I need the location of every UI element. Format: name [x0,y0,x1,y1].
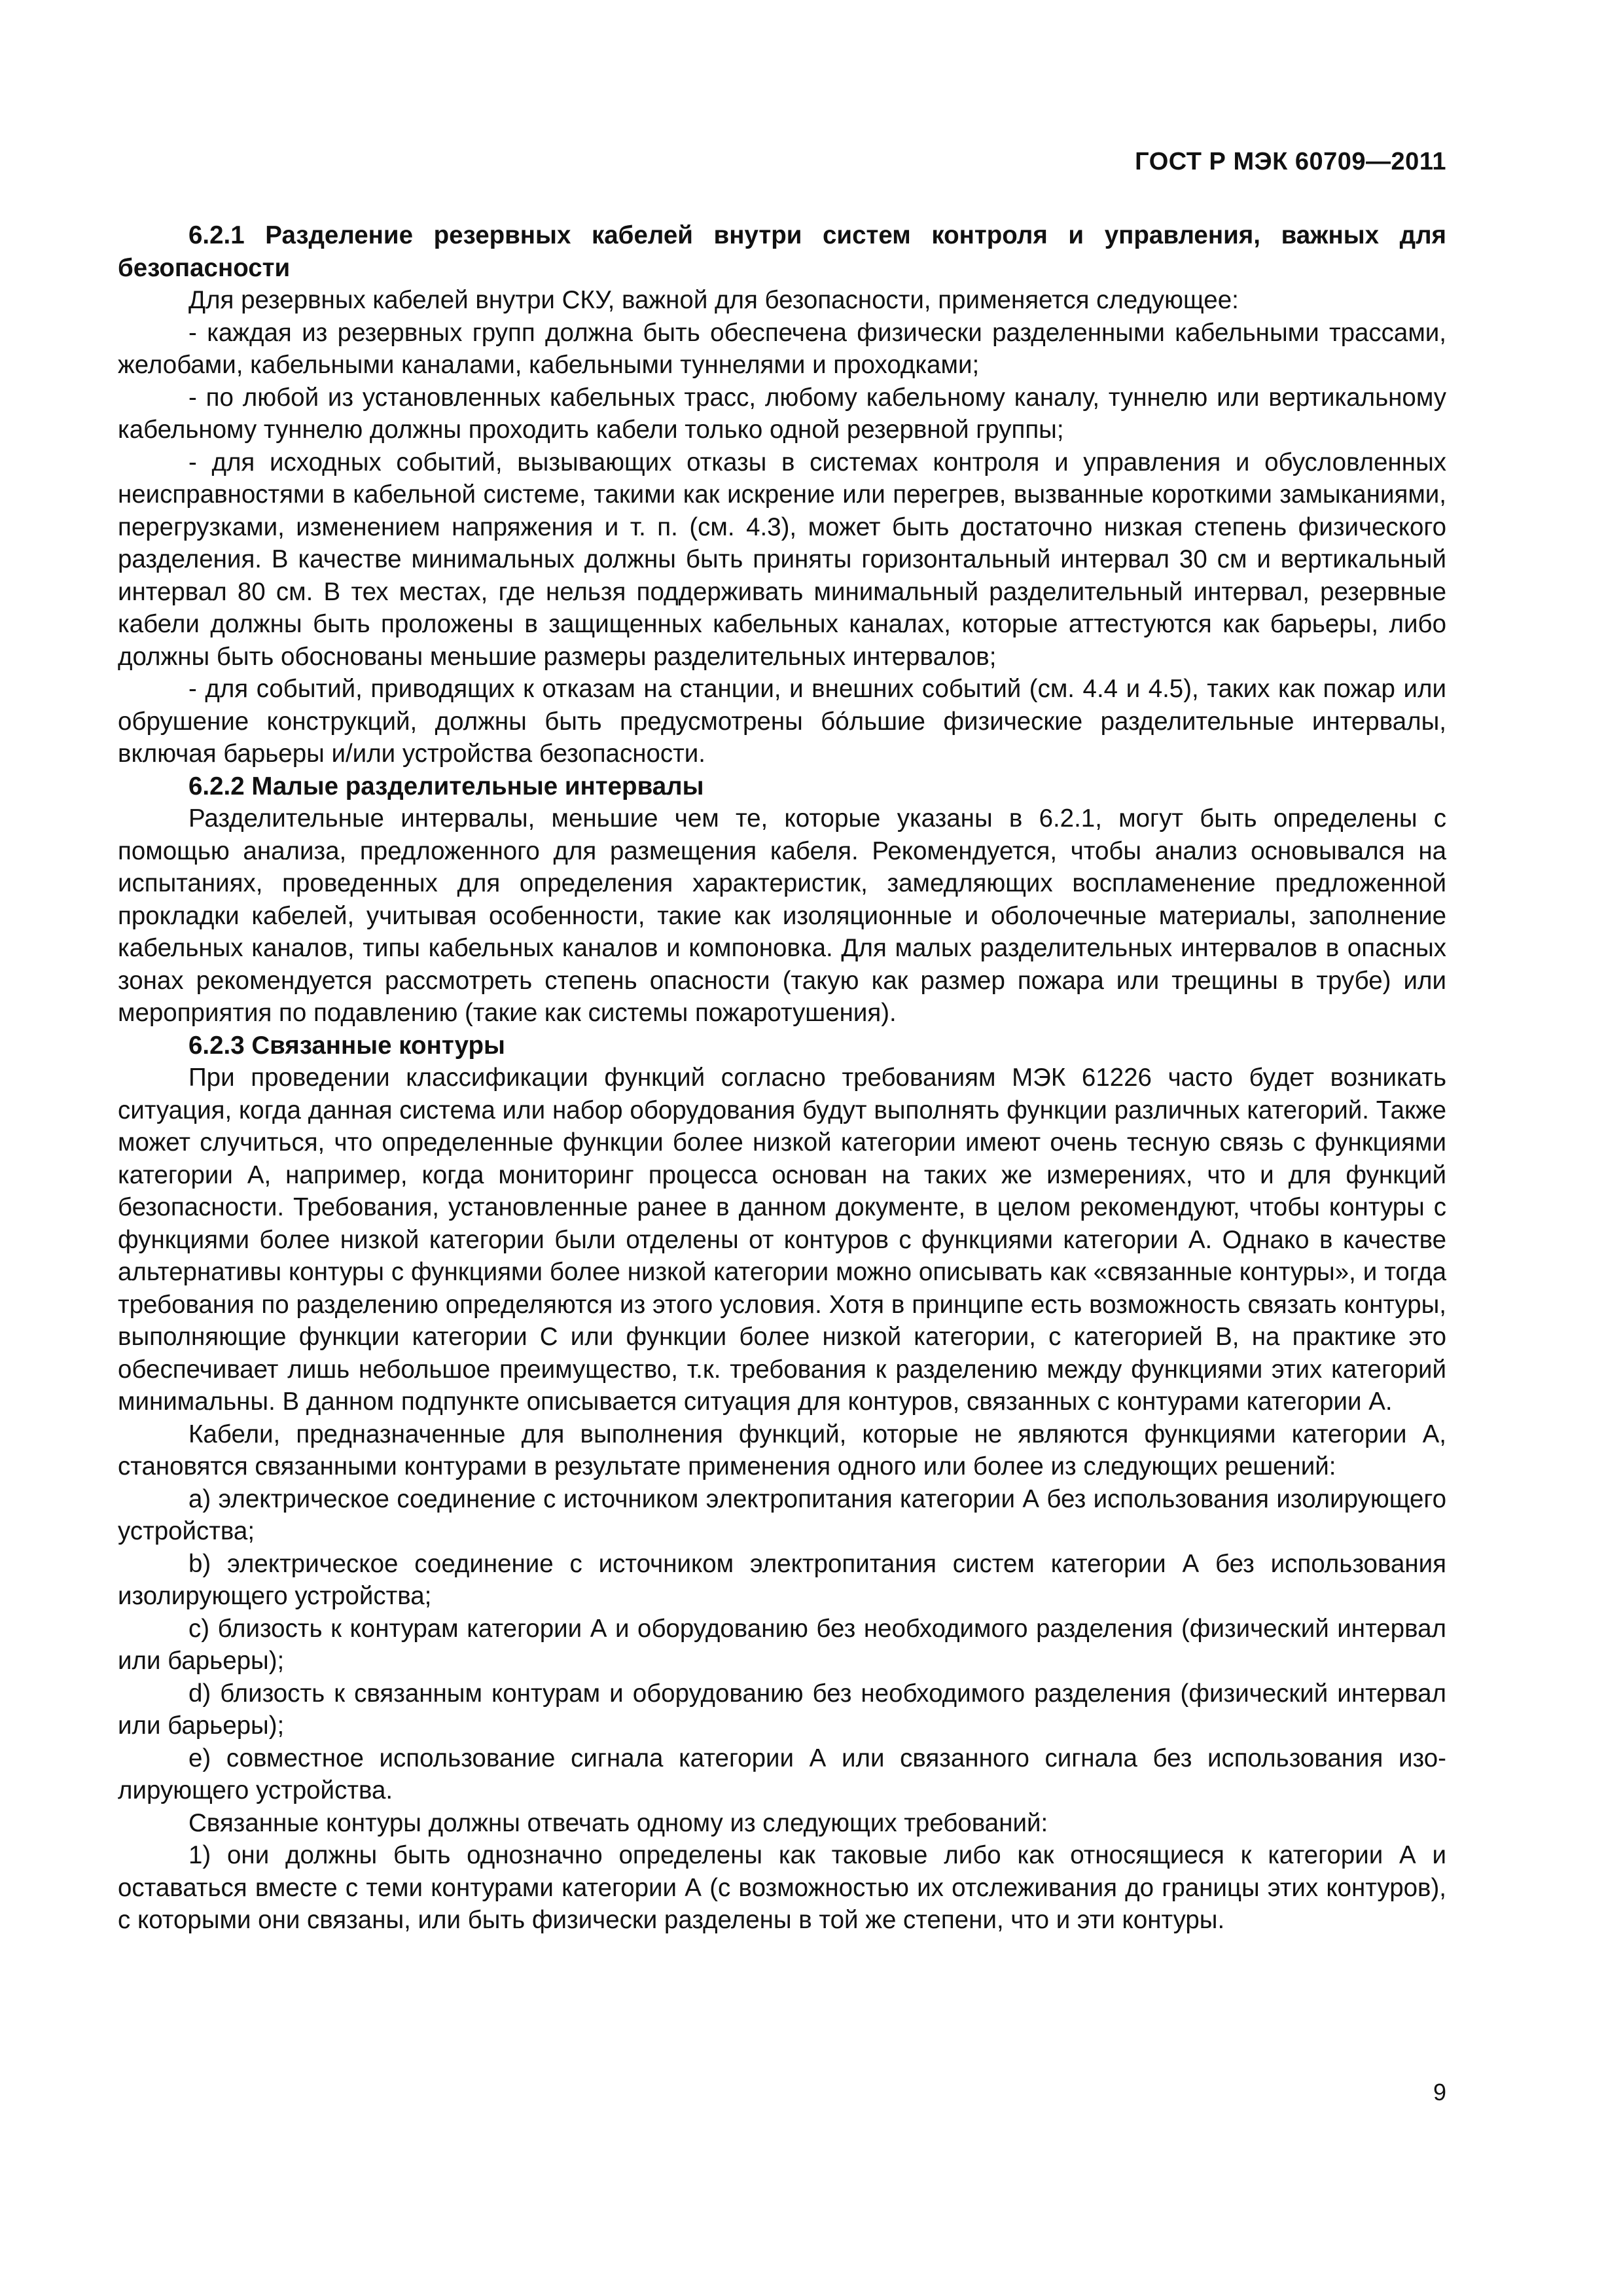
section-6-2-3-paragraph-2: Кабели, предназначенные для выполнения функций, которые не являются функциями категории А, становятся связанными контурами в результате применения одного или более из следующих решений: [118,1420,1446,1480]
section-6-2-1-item-1: - каждая из резервных групп должна быть обеспечена физически разделенными кабельными трассами, желобами, кабельными каналами, кабельными туннелями и проходками; [118,318,1446,379]
section-6-2-2-body: Разделительные интервалы, меньшие чем те, которые указаны в 6.2.1, могут быть определены с помощью анализа, предложенного для размещения кабеля. Рекомендуется, чтобы анализ основывался на испытаниях, проведенных для определения характеристик, замедляющих воспламенение предложенной прокладки кабелей, учитывая особенности, такие как изоляционные и оболочечные материалы, заполнение кабельных каналов, типы кабельных каналов и компоновка. Для малых разделительных интервалов в опасных зонах рекомендуется рассмотреть степень опасности (такую как размер пожара или трещины в трубе) или мероприятия по подавлению (такие как системы пожаротушения). [118,804,1446,1027]
section-6-2-1-title: 6.2.1 Разделение резервных кабелей внутри систем контроля и управления, важных для безопасности [118,221,1446,282]
list-item-b: b) электрическое соединение с источником электропитания систем категории А без использования изолирующего устройства; [118,1549,1446,1610]
document-body [118,219,1446,1937]
section-6-2-3-paragraph-3: Связанные контуры должны отвечать одному из следующих требований: [188,1808,1048,1837]
list-item-c: c) близость к контурам категории А и оборудованию без необходимого разделения (физический интервал или барьеры); [118,1614,1446,1675]
list-item-d: d) близость к связанным контурам и оборудованию без необходимого разделения (физический интервал или барьеры); [118,1679,1446,1740]
list-item-a: a) электрическое соединение с источником электропитания категории А без использования изолирующего устройства; [118,1484,1446,1545]
section-6-2-1-item-4: - для событий, приводящих к отказам на станции, и внешних событий (см. 4.4 и 4.5), таких как пожар или обрушение конструкций, должны быть предусмотрены бо́льшие физические разделительные интервалы, включая барьеры и/или устройства безопасности. [118,675,1446,768]
section-6-2-2-title: 6.2.2 Малые разделительные интервалы [188,772,704,800]
page-number: 9 [1433,2079,1446,2106]
section-6-2-1-intro: Для резервных кабелей внутри СКУ, важной для безопасности, применяется следующее: [188,286,1239,314]
requirement-1: 1) они должны быть однозначно определены как таковые либо как относящиеся к категории А и оставаться вместе с теми контурами категории А (с возможностью их отслеживания до границы этих контуров), с которыми они связаны, или быть физически разделены в той же степени, что и эти контуры. [118,1841,1446,1934]
section-6-2-1-item-2: - по любой из установленных кабельных трасс, любому кабельному каналу, туннелю или вертикальному кабельному туннелю должны проходить кабели только одной резервной группы; [118,383,1446,444]
section-6-2-1-item-3: - для исходных событий, вызывающих отказы в системах контроля и управления и обусловленных неисправностями в кабельной системе, такими как искрение или перегрев, вызванные короткими замыканиями, перегрузками, изменением напряжения и т. п. (см. 4.3), может быть достаточно низкая степень физического разделения. В качестве минимальных должны быть приняты горизонтальный интервал 30 см и вертикальный интервал 80 см. В тех местах, где нельзя поддерживать минимальный разделительный интервал, резервные кабели должны быть проложены в защищенных кабельных каналах, которые аттестуются как барьеры, либо должны быть обоснованы меньшие размеры разделительных интервалов; [118,448,1446,671]
list-item-e: e) совместное использование сигнала категории А или связанного сигнала без использования изолирующего устройства. [118,1744,1446,1804]
standard-header: ГОСТ Р МЭК 60709—2011 [1135,148,1446,175]
section-6-2-3-paragraph-1: При проведении классификации функций согласно требованиям МЭК 61226 часто будет возникать ситуация, когда данная система или набор оборудования будут выполнять функции различных категорий. Также может случиться, что определенные функции более низкой категории имеют очень тесную связь с функциями категории А, например, когда мониторинг процесса основан на таких же измерениях, что и для функций безопасности. Требования, установленные ранее в данном документе, в целом рекомендуют, чтобы контуры с функциями более низкой категории были отделены от контуров с функциями категории А. Однако в качестве альтернативы контуры с функциями более низкой категории можно описывать как «связанные контуры», и тогда требования по разделению определяются из этого условия. Хотя в принципе есть возможность связать контуры, выполняющие функции категории С или функции более низкой категории, с категорией В, на практике это обеспечивает лишь небольшое преимущество, т.к. требования к разделению между функциями этих категорий минимальны. В данном подпункте описывается ситуация для контуров, связанных с контурами категории А. [118,1064,1446,1416]
section-6-2-3-title: 6.2.3 Связанные контуры [188,1031,505,1060]
